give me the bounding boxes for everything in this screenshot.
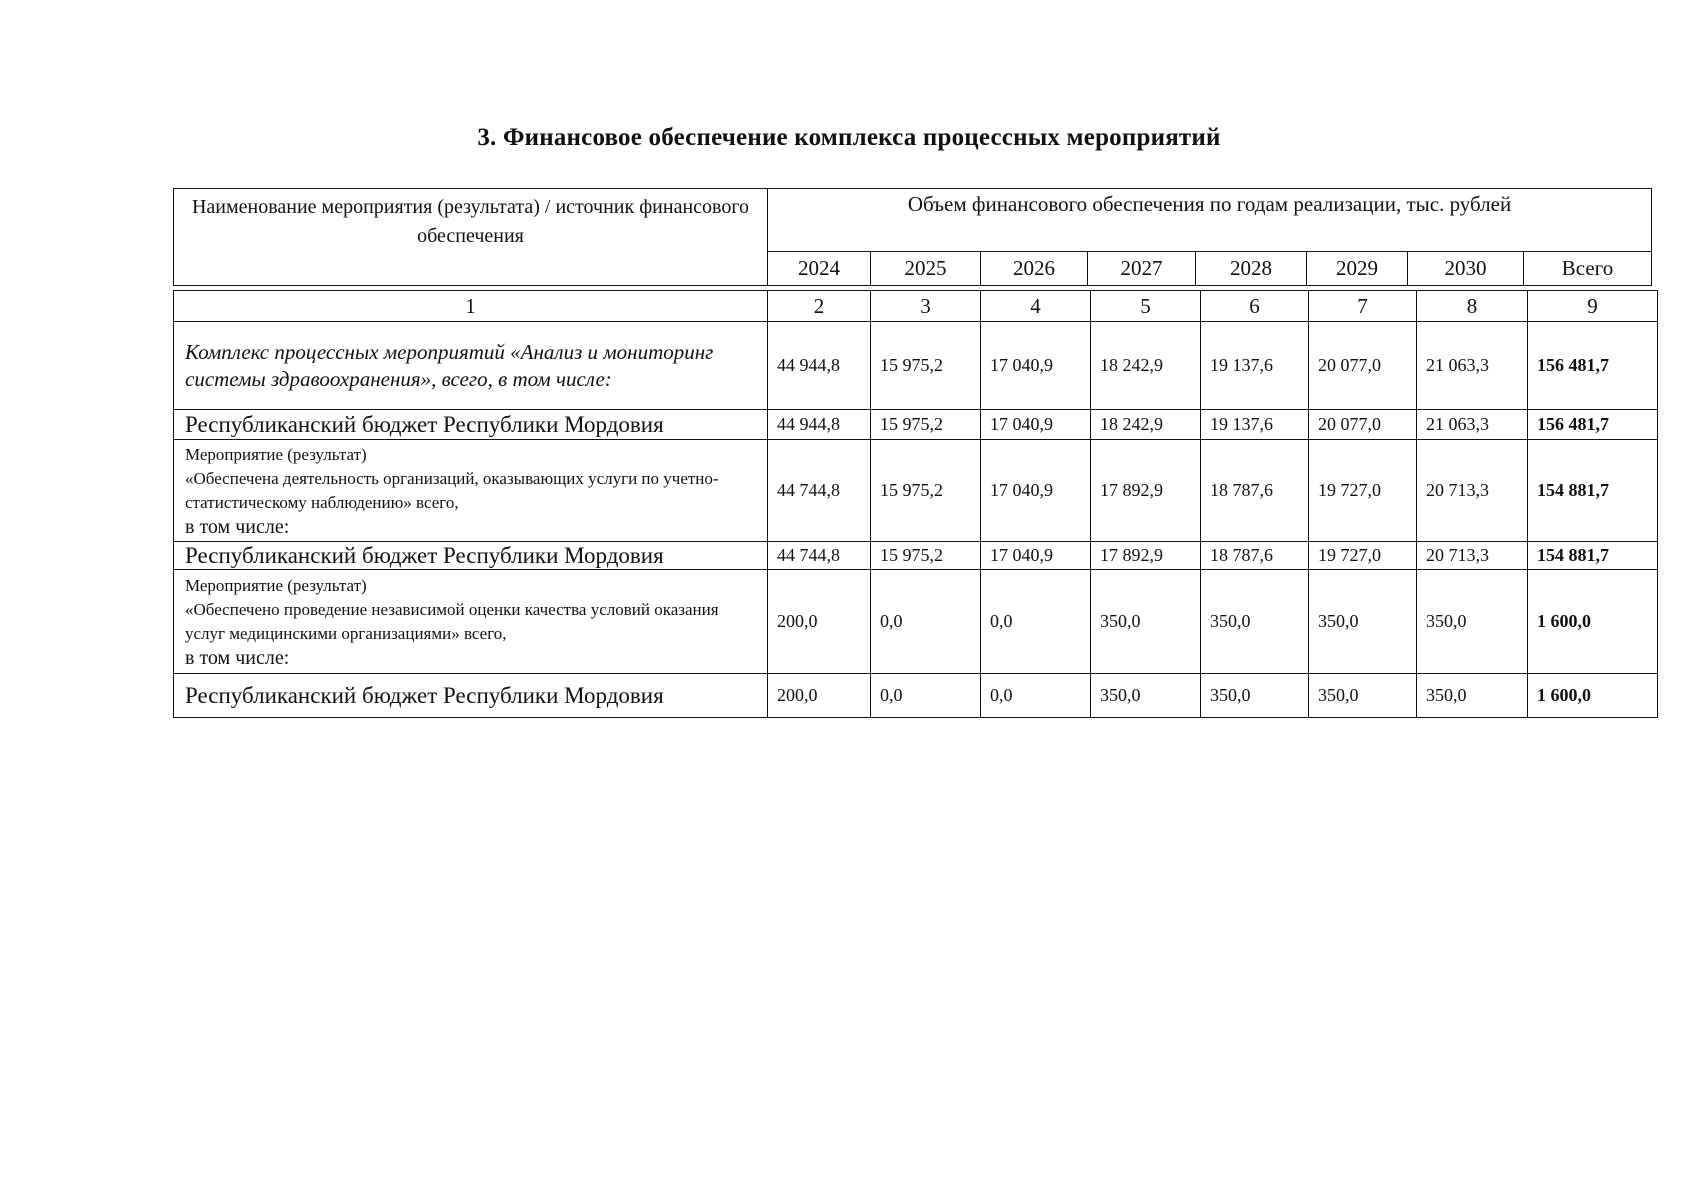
value-cell: 17 040,9: [981, 410, 1091, 440]
column-number: 8: [1417, 291, 1528, 322]
value-cell: 20 077,0: [1309, 322, 1417, 410]
value-cell: 17 040,9: [981, 440, 1091, 542]
total-cell: 154 881,7: [1528, 542, 1658, 570]
value-cell: 200,0: [768, 674, 871, 718]
value-cell: 18 787,6: [1201, 440, 1309, 542]
value-cell: 20 077,0: [1309, 410, 1417, 440]
column-number: 7: [1309, 291, 1417, 322]
column-number: 3: [871, 291, 981, 322]
measure-including: в том числе:: [185, 515, 290, 538]
column-number: 6: [1201, 291, 1309, 322]
table-row: [174, 440, 1658, 542]
value-cell: 44 744,8: [768, 440, 871, 542]
value-cell: 0,0: [981, 674, 1091, 718]
year-header-2029: 2029: [1307, 252, 1408, 286]
column-number-row: [174, 291, 1658, 322]
value-cell: 17 892,9: [1091, 440, 1201, 542]
value-cell: 21 063,3: [1417, 410, 1528, 440]
total-cell: 1 600,0: [1528, 570, 1658, 674]
value-cell: 0,0: [871, 570, 981, 674]
value-cell: 18 242,9: [1091, 322, 1201, 410]
measure-including: в том числе:: [185, 646, 290, 669]
value-cell: 19 137,6: [1201, 410, 1309, 440]
total-cell: 1 600,0: [1528, 674, 1658, 718]
measure-description: «Обеспечена деятельность организаций, оказывающих услуги по учетно-статистическому наблюдению» всего,: [185, 468, 719, 512]
year-header-2028: 2028: [1196, 252, 1307, 286]
total-cell: 156 481,7: [1528, 322, 1658, 410]
value-cell: 350,0: [1091, 674, 1201, 718]
measure-title: Мероприятие (результат): [185, 575, 367, 595]
row-label-budget: Республиканский бюджет Республики Мордовия: [174, 542, 768, 570]
row-label-measure: [174, 570, 768, 674]
table-row: [174, 410, 1658, 440]
value-cell: 18 787,6: [1201, 542, 1309, 570]
value-cell: 350,0: [1201, 674, 1309, 718]
table-header: [173, 188, 1652, 286]
total-cell: 156 481,7: [1528, 410, 1658, 440]
value-cell: 20 713,3: [1417, 440, 1528, 542]
value-cell: 17 040,9: [981, 542, 1091, 570]
value-cell: 44 944,8: [768, 322, 871, 410]
year-header-2027: 2027: [1088, 252, 1196, 286]
measure-title: Мероприятие (результат): [185, 444, 367, 464]
row-label-complex: Комплекс процессных мероприятий «Анализ и мониторинг системы здравоохранения», всего, в том числе:: [174, 322, 768, 410]
table-row: [174, 674, 1658, 718]
value-cell: 200,0: [768, 570, 871, 674]
year-header-2030: 2030: [1408, 252, 1524, 286]
value-cell: 21 063,3: [1417, 322, 1528, 410]
row-label-budget: Республиканский бюджет Республики Мордовия: [174, 674, 768, 718]
value-cell: 17 892,9: [1091, 542, 1201, 570]
total-cell: 154 881,7: [1528, 440, 1658, 542]
table-row: [174, 570, 1658, 674]
year-header-2026: 2026: [981, 252, 1088, 286]
value-cell: 350,0: [1091, 570, 1201, 674]
row-label-measure: [174, 440, 768, 542]
value-cell: 20 713,3: [1417, 542, 1528, 570]
value-cell: 19 727,0: [1309, 542, 1417, 570]
year-header-2024: 2024: [768, 252, 871, 286]
table-body: [173, 290, 1658, 718]
row-label-budget: Республиканский бюджет Республики Мордовия: [174, 410, 768, 440]
year-header-total: Всего: [1524, 252, 1652, 286]
value-cell: 15 975,2: [871, 542, 981, 570]
volume-group-header: Объем финансового обеспечения по годам реализации, тыс. рублей: [768, 189, 1652, 252]
value-cell: 350,0: [1417, 570, 1528, 674]
column-number: 5: [1091, 291, 1201, 322]
year-header-2025: 2025: [871, 252, 981, 286]
table-row: [174, 322, 1658, 410]
column-number: 1: [174, 291, 768, 322]
value-cell: 350,0: [1309, 570, 1417, 674]
column-number: 4: [981, 291, 1091, 322]
value-cell: 19 137,6: [1201, 322, 1309, 410]
page-title: 3. Финансовое обеспечение комплекса процессных мероприятий: [477, 124, 1221, 151]
value-cell: 18 242,9: [1091, 410, 1201, 440]
column-number: 9: [1528, 291, 1658, 322]
value-cell: 15 975,2: [871, 440, 981, 542]
value-cell: 350,0: [1417, 674, 1528, 718]
measure-description: «Обеспечено проведение независимой оценки качества условий оказания услуг медицинскими организациями» всего,: [185, 599, 719, 643]
value-cell: 19 727,0: [1309, 440, 1417, 542]
value-cell: 350,0: [1201, 570, 1309, 674]
value-cell: 17 040,9: [981, 322, 1091, 410]
name-column-header: Наименование мероприятия (результата) / источник финансового обеспечения: [174, 189, 768, 286]
value-cell: 44 744,8: [768, 542, 871, 570]
table-row: [174, 542, 1658, 570]
value-cell: 15 975,2: [871, 410, 981, 440]
value-cell: 15 975,2: [871, 322, 981, 410]
column-number: 2: [768, 291, 871, 322]
value-cell: 0,0: [871, 674, 981, 718]
value-cell: 350,0: [1309, 674, 1417, 718]
value-cell: 0,0: [981, 570, 1091, 674]
value-cell: 44 944,8: [768, 410, 871, 440]
